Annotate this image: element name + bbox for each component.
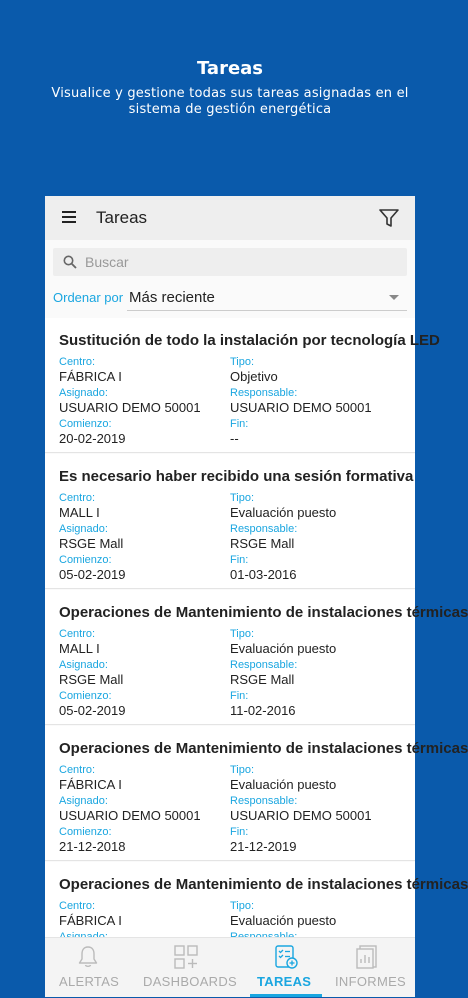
comienzo-value: 05-02-2019 <box>59 567 126 582</box>
responsable-label: Responsable: <box>230 659 298 671</box>
fin-label: Fin: <box>230 554 249 566</box>
asignado-value: USUARIO DEMO 50001 <box>59 400 201 415</box>
comienzo-label: Comienzo: <box>59 418 112 430</box>
fin-label: Fin: <box>230 826 249 838</box>
responsable-value: RSGE Mall <box>230 672 295 687</box>
dashboard-grid-icon <box>173 944 199 970</box>
sort-select[interactable] <box>127 284 407 311</box>
funnel-icon[interactable] <box>378 207 400 229</box>
task-card[interactable] <box>45 454 415 589</box>
nav-dashboards[interactable] <box>130 938 240 997</box>
nav-label: DASHBOARDS <box>143 974 238 989</box>
task-title: Operaciones de Mantenimiento de instalaciones térmicas <box>59 740 468 757</box>
bell-icon <box>75 944 101 970</box>
hero-subtitle-line-1: Visualice y gestione todas sus tareas asignadas en el <box>51 86 409 101</box>
nav-label: INFORMES <box>335 974 407 989</box>
tipo-label: Tipo: <box>230 628 255 640</box>
centro-label: Centro: <box>59 900 96 912</box>
hero-subtitle <box>40 86 420 118</box>
tipo-value: Evaluación puesto <box>230 505 337 520</box>
nav-label: ALERTAS <box>59 974 120 989</box>
tipo-label: Tipo: <box>230 492 255 504</box>
nav-label: TAREAS <box>257 974 312 989</box>
nav-informes[interactable] <box>330 938 415 997</box>
comienzo-value: 20-02-2019 <box>59 431 126 446</box>
centro-value: MALL I <box>59 641 100 656</box>
task-card[interactable] <box>45 726 468 861</box>
centro-value: MALL I <box>59 505 100 520</box>
fin-value: -- <box>230 431 239 446</box>
fin-value: 01-03-2016 <box>230 567 297 582</box>
task-card[interactable] <box>45 318 440 453</box>
centro-value: FÁBRICA I <box>59 369 122 384</box>
comienzo-label: Comienzo: <box>59 554 112 566</box>
hamburger-icon[interactable] <box>62 211 78 225</box>
nav-tareas[interactable] <box>250 938 322 997</box>
search-input[interactable] <box>85 250 395 274</box>
search-bar <box>53 248 407 276</box>
tipo-label: Tipo: <box>230 764 255 776</box>
fin-label: Fin: <box>230 418 249 430</box>
tipo-label: Tipo: <box>230 356 255 368</box>
centro-label: Centro: <box>59 356 96 368</box>
centro-label: Centro: <box>59 492 96 504</box>
comienzo-label: Comienzo: <box>59 690 112 702</box>
bottom-navigation <box>45 937 415 997</box>
report-document-icon <box>354 944 380 970</box>
fin-value: 21-12-2019 <box>230 839 297 854</box>
asignado-value: RSGE Mall <box>59 672 124 687</box>
chevron-down-icon <box>389 295 399 300</box>
centro-label: Centro: <box>59 628 96 640</box>
responsable-label: Responsable: <box>230 795 298 807</box>
active-tab-indicator <box>250 994 322 997</box>
task-checklist-icon <box>273 944 299 970</box>
sort-value: Más reciente <box>129 289 215 306</box>
tipo-value: Objetivo <box>230 369 278 384</box>
phone-screen <box>45 196 468 996</box>
tipo-value: Evaluación puesto <box>230 641 337 656</box>
responsable-label: Responsable: <box>230 523 298 535</box>
task-title: Operaciones de Mantenimiento de instalaciones térmicas <box>59 604 468 621</box>
task-list <box>45 318 468 998</box>
centro-value: FÁBRICA I <box>59 777 122 792</box>
responsable-label: Responsable: <box>230 387 298 399</box>
task-title: Operaciones de Mantenimiento de instalaciones térmicas <box>59 876 468 893</box>
task-title: Es necesario haber recibido una sesión formativa <box>59 468 414 485</box>
task-title: Sustitución de todo la instalación por tecnología LED <box>59 332 440 349</box>
centro-value: FÁBRICA I <box>59 913 122 928</box>
responsable-value: USUARIO DEMO 50001 <box>230 400 372 415</box>
tipo-value: Evaluación puesto <box>230 913 337 928</box>
centro-label: Centro: <box>59 764 96 776</box>
tipo-value: Evaluación puesto <box>230 777 337 792</box>
responsable-value: USUARIO DEMO 50001 <box>230 808 372 823</box>
nav-alertas[interactable] <box>45 938 130 997</box>
app-bar <box>45 196 415 240</box>
responsable-value: RSGE Mall <box>230 536 295 551</box>
hero-subtitle-line-2: sistema de gestión energética <box>128 102 332 117</box>
comienzo-value: 21-12-2018 <box>59 839 126 854</box>
app-bar-title: Tareas <box>96 208 148 227</box>
tipo-label: Tipo: <box>230 900 255 912</box>
asignado-label: Asignado: <box>59 659 108 671</box>
sort-label: Ordenar por <box>53 290 124 305</box>
asignado-value: USUARIO DEMO 50001 <box>59 808 201 823</box>
search-icon <box>63 255 77 269</box>
asignado-label: Asignado: <box>59 795 108 807</box>
comienzo-value: 05-02-2019 <box>59 703 126 718</box>
comienzo-label: Comienzo: <box>59 826 112 838</box>
hero-title: Tareas <box>196 58 264 79</box>
task-card[interactable] <box>45 590 468 725</box>
fin-label: Fin: <box>230 690 249 702</box>
asignado-value: RSGE Mall <box>59 536 124 551</box>
asignado-label: Asignado: <box>59 387 108 399</box>
asignado-label: Asignado: <box>59 523 108 535</box>
fin-value: 11-02-2016 <box>230 703 296 718</box>
